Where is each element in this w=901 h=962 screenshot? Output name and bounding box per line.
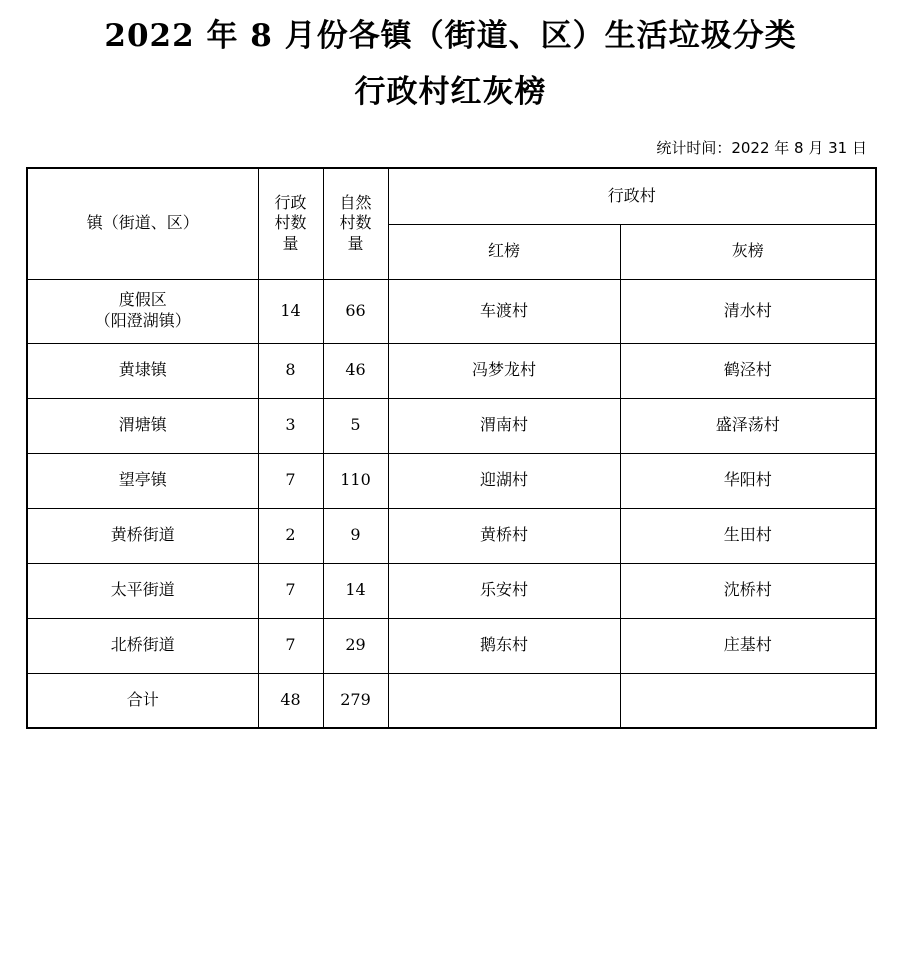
gray-list-cell: 庄基村 bbox=[620, 618, 876, 673]
header-admin-count-part-2: 村数 bbox=[274, 213, 307, 233]
gray-list-cell: 沈桥村 bbox=[620, 563, 876, 618]
town-cell bbox=[27, 279, 258, 343]
header-admin-count-part-1: 行政 bbox=[274, 192, 307, 212]
total-red-list-cell bbox=[388, 673, 620, 728]
admin-count-cell: 14 bbox=[258, 279, 323, 343]
natural-count-cell: 110 bbox=[323, 453, 388, 508]
statistics-time: 统计时间：2022 年 8 月 31 日 bbox=[656, 139, 867, 157]
gray-list-cell: 华阳村 bbox=[620, 453, 876, 508]
table-row bbox=[27, 563, 876, 618]
town-cell: 北桥街道 bbox=[27, 618, 258, 673]
gray-list-cell: 鹤泾村 bbox=[620, 343, 876, 398]
admin-count-cell: 7 bbox=[258, 563, 323, 618]
header-natural-count-part-1: 自然 bbox=[339, 192, 372, 212]
header-admin-village: 行政村 bbox=[388, 168, 876, 224]
table-row bbox=[27, 343, 876, 398]
town-name: 度假区 bbox=[118, 290, 167, 310]
natural-count-cell: 29 bbox=[323, 618, 388, 673]
gray-list-cell: 盛泽荡村 bbox=[620, 398, 876, 453]
town-cell: 渭塘镇 bbox=[27, 398, 258, 453]
admin-count-cell: 7 bbox=[258, 618, 323, 673]
town-cell: 望亭镇 bbox=[27, 453, 258, 508]
header-red-list: 红榜 bbox=[388, 224, 620, 279]
header-natural-count-part-3: 量 bbox=[347, 234, 364, 254]
gray-list-cell: 生田村 bbox=[620, 508, 876, 563]
header-admin-count-part-3: 量 bbox=[282, 234, 299, 254]
admin-count-cell: 3 bbox=[258, 398, 323, 453]
town-cell: 太平街道 bbox=[27, 563, 258, 618]
red-gray-list-table bbox=[26, 167, 877, 729]
total-gray-list-cell bbox=[620, 673, 876, 728]
red-list-cell: 迎湖村 bbox=[388, 453, 620, 508]
header-gray-list: 灰榜 bbox=[620, 224, 876, 279]
table-row bbox=[27, 279, 876, 343]
document-title-line1: 2022 年 8 月份各镇（街道、区）生活垃圾分类 bbox=[104, 18, 797, 54]
red-list-cell: 冯梦龙村 bbox=[388, 343, 620, 398]
red-list-cell: 鹅东村 bbox=[388, 618, 620, 673]
red-list-cell: 渭南村 bbox=[388, 398, 620, 453]
town-cell: 黄埭镇 bbox=[27, 343, 258, 398]
natural-count-cell: 66 bbox=[323, 279, 388, 343]
table-row bbox=[27, 508, 876, 563]
header-row-1 bbox=[27, 168, 876, 224]
total-label-cell: 合计 bbox=[27, 673, 258, 728]
header-natural-count-part-2: 村数 bbox=[339, 213, 372, 233]
header-natural-village-count bbox=[323, 168, 388, 279]
natural-count-cell: 14 bbox=[323, 563, 388, 618]
header-town: 镇（街道、区） bbox=[27, 168, 258, 279]
natural-count-cell: 5 bbox=[323, 398, 388, 453]
total-admin-count-cell: 48 bbox=[258, 673, 323, 728]
document-title-line2: 行政村红灰榜 bbox=[354, 74, 547, 110]
table-row bbox=[27, 618, 876, 673]
natural-count-cell: 46 bbox=[323, 343, 388, 398]
town-alias: （阳澄湖镇） bbox=[94, 311, 191, 330]
admin-count-cell: 7 bbox=[258, 453, 323, 508]
natural-count-cell: 9 bbox=[323, 508, 388, 563]
table-row bbox=[27, 398, 876, 453]
total-natural-count-cell: 279 bbox=[323, 673, 388, 728]
red-list-cell: 黄桥村 bbox=[388, 508, 620, 563]
town-cell: 黄桥街道 bbox=[27, 508, 258, 563]
gray-list-cell: 清水村 bbox=[620, 279, 876, 343]
table-row bbox=[27, 453, 876, 508]
red-list-cell: 车渡村 bbox=[388, 279, 620, 343]
header-admin-village-count bbox=[258, 168, 323, 279]
admin-count-cell: 8 bbox=[258, 343, 323, 398]
admin-count-cell: 2 bbox=[258, 508, 323, 563]
red-list-cell: 乐安村 bbox=[388, 563, 620, 618]
total-row bbox=[27, 673, 876, 728]
